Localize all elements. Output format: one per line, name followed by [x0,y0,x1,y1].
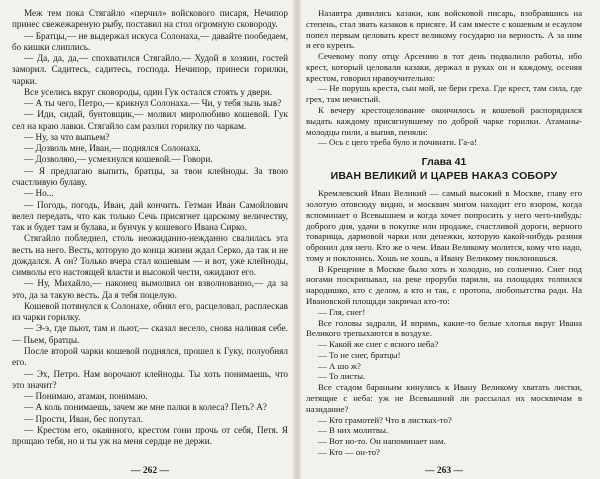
page-number-left: — 262 — [131,466,169,476]
paragraph: — Крестом его, окаянного, крестом гони прочь от себя, Петя. Я прощаю тебя, но и ты уж на меня сердце не держи. [12,424,288,447]
paragraph: — Да, да, да,— спохватился Стягайло.— Худой я хозяин, гостей заморил. Садитесь, садитесь, господа. Нечипор, принеси горилки, чарки. [12,53,288,86]
paragraph: Стягайло побледнел, столь неожиданно-нежданно свалилась эта весть на него. Весть, которую до конца жизни ждал Серко, да так и не дождался. А он? Только вчера стал кошевым — и вот, уже клейноды, символы его настоящей власти и высокой чести, ожидают его. [12,233,288,278]
paragraph: После второй чарки кошевой поднялся, прошел к Гуку, полуобнял его. [12,345,288,368]
paragraph: Меж тем пока Стягайло «перчил» войскового писаря, Нечипор принес свежежареную рыбу, поставил на стол огромную сковороду. [12,8,288,30]
paragraph: — Братцы,— не выдержал искуса Солонаха,— давайте пообедаем, бо кишки слиплись. [12,30,288,52]
paragraph: — В них молитвы. [318,425,389,436]
paragraph: Сечевому попу отцу Арсению в тот день подвалило работы, ибо крест, который целовали казаки, держал в руках он и каждому, осеняя крестом, говорил нравоучительно: [306,51,582,83]
paragraph: — Эх, Петро. Нам ворочают клейноды. Ты хоть понимаешь, что это значит? [12,368,288,390]
paragraph: Кошевой потянулся к Солонахе, обнял его, расцеловал, расплескав из чарки горилку. [12,300,288,323]
paragraph: Кремлевский Иван Великий — самый высокий в Москве, главу его золотую отовсюду видно, и москвич мигом находит его взором, когда вспоминает о Всевышнем и когда хочет попросить у него чего-нибудь: доброго дня, удачи в покупке или продаже, счастливой дороги, верного товарища, дармовой чарки или денежки, которую какой-нибудь разиня обронил для него. Кто же о чем. Иван Великому молится, кому что надо, тому и поклонись. Хошь не хошь, а Ивану Великому поклонишься. [306,188,582,263]
paragraph: — Кто — он-то? [318,446,380,457]
paragraph: — То не снег, братцы! [318,349,401,360]
paragraph: В Крещение в Москве было хоть и холодно, но солнечно. Снег под ногами поскрипывал, на реке проруби парили, на площадях толпился народишко, кто с делом, а кто и так, с протопа, любопытства ради. На Ивановской площади закричал кто-то: [306,263,582,306]
paragraph: Все головы задрали, И впрямь, какие-то белые хлопья вкруг Ивана Великого трепыхаются в воздухе. [306,317,582,339]
paragraph: — Какой же снег с ясного неба? [318,339,439,350]
paragraph: К вечеру крестоцелование окончилось и кошевой распорядился выдать каждому присягнувшему по доброй чарке горилки. Атаманы-молодцы пили, а выпив, пеняли: [306,105,582,137]
right-page-text [306,8,582,458]
paragraph: Все стадом бараньим кинулись к Ивану Великому хватать листки, летящие с неба: уж не Всевышний ли рассылал их москвичам в назидание? [306,382,582,414]
paragraph: — Ну, за что выпьем? [24,131,110,142]
paragraph: — Я предлагаю выпить, братцы, за твои клейноды. За твою счастливую булаву. [12,165,288,187]
paragraph: — А шо ж? [318,360,361,371]
page-number-right: — 263 — [425,466,463,476]
paragraph: — А ты чего, Петро,— крикнул Солонаха.— Чи, у тебя зызь зыв? [24,98,282,109]
paragraph: — Понимаю, атаман, понимаю. [24,391,148,402]
paragraph: Все уселись вкруг сковороды, один Гук остался стоять у двери. [24,86,273,97]
paragraph: — Но... [24,188,54,199]
paragraph: — Ну, Михайло,— наконец вымолвил он взволнованно,— да за это, да за такую весть. Да я тебя поцелую. [12,278,288,300]
paragraph: — Вот но-то. Он напоминает нам. [318,436,446,447]
paragraph: — То листы. [318,371,366,382]
chapter-title: ИВАН ВЕЛИКИЙ И ЦАРЕВ НАКАЗ СОБОРУ [330,170,558,183]
paragraph: — Гля, снег! [318,306,366,317]
left-page [12,8,288,478]
paragraph: — Ось с цего треба було и починати. Га-а! [318,137,477,148]
right-page [306,8,582,478]
paragraph: — Э-э, где пьют, там и льют,— сказал весело, снова наливая себе.— Пьем, братцы. [12,323,288,345]
book-gutter [293,0,301,479]
paragraph: Назавтра дивились казаки, как войсковой писарь, взобравшись на степень, стал звать казаков к присяге. И сам вместе с кошевым и есаулом попел первым целовать крест великому государю на верность. А за ним и его куренъ. [306,8,582,51]
paragraph: — Прости, Иван, бес попутал. [24,413,144,424]
paragraph: — Не порушь креста, сын мой, не бери греха. Где крест, там сила, где грех, там нечистый. [306,83,582,105]
left-page-text [12,8,288,447]
paragraph: — Погодь, погодь, Иван, дай кончить. Гетман Иван Самойлович велел передать, что как только Сечь присягнет царскому величеству, так и будет там и булава, и бунчук у кошевого Ивана Сирко. [12,199,288,233]
paragraph: — Иди, сидай, бунтовщик,— молвил миролюбиво кошевой. Гук сел на краю лавки. Стягайло сам разлил горилку по чаркам. [12,109,288,131]
paragraph: — Дозволяю,— усмехнулся кошевой.— Говори. [24,154,213,165]
chapter-label: Глава 41 [421,156,467,169]
paragraph: — Дозволь мне, Иван,— поднялся Солонаха. [24,143,201,154]
paragraph: — А коль понимаешь, зачем же мне палки в колеса? Петь? А? [24,402,267,413]
paragraph: — Кто грамотей? Что в листках-то? [318,414,452,425]
